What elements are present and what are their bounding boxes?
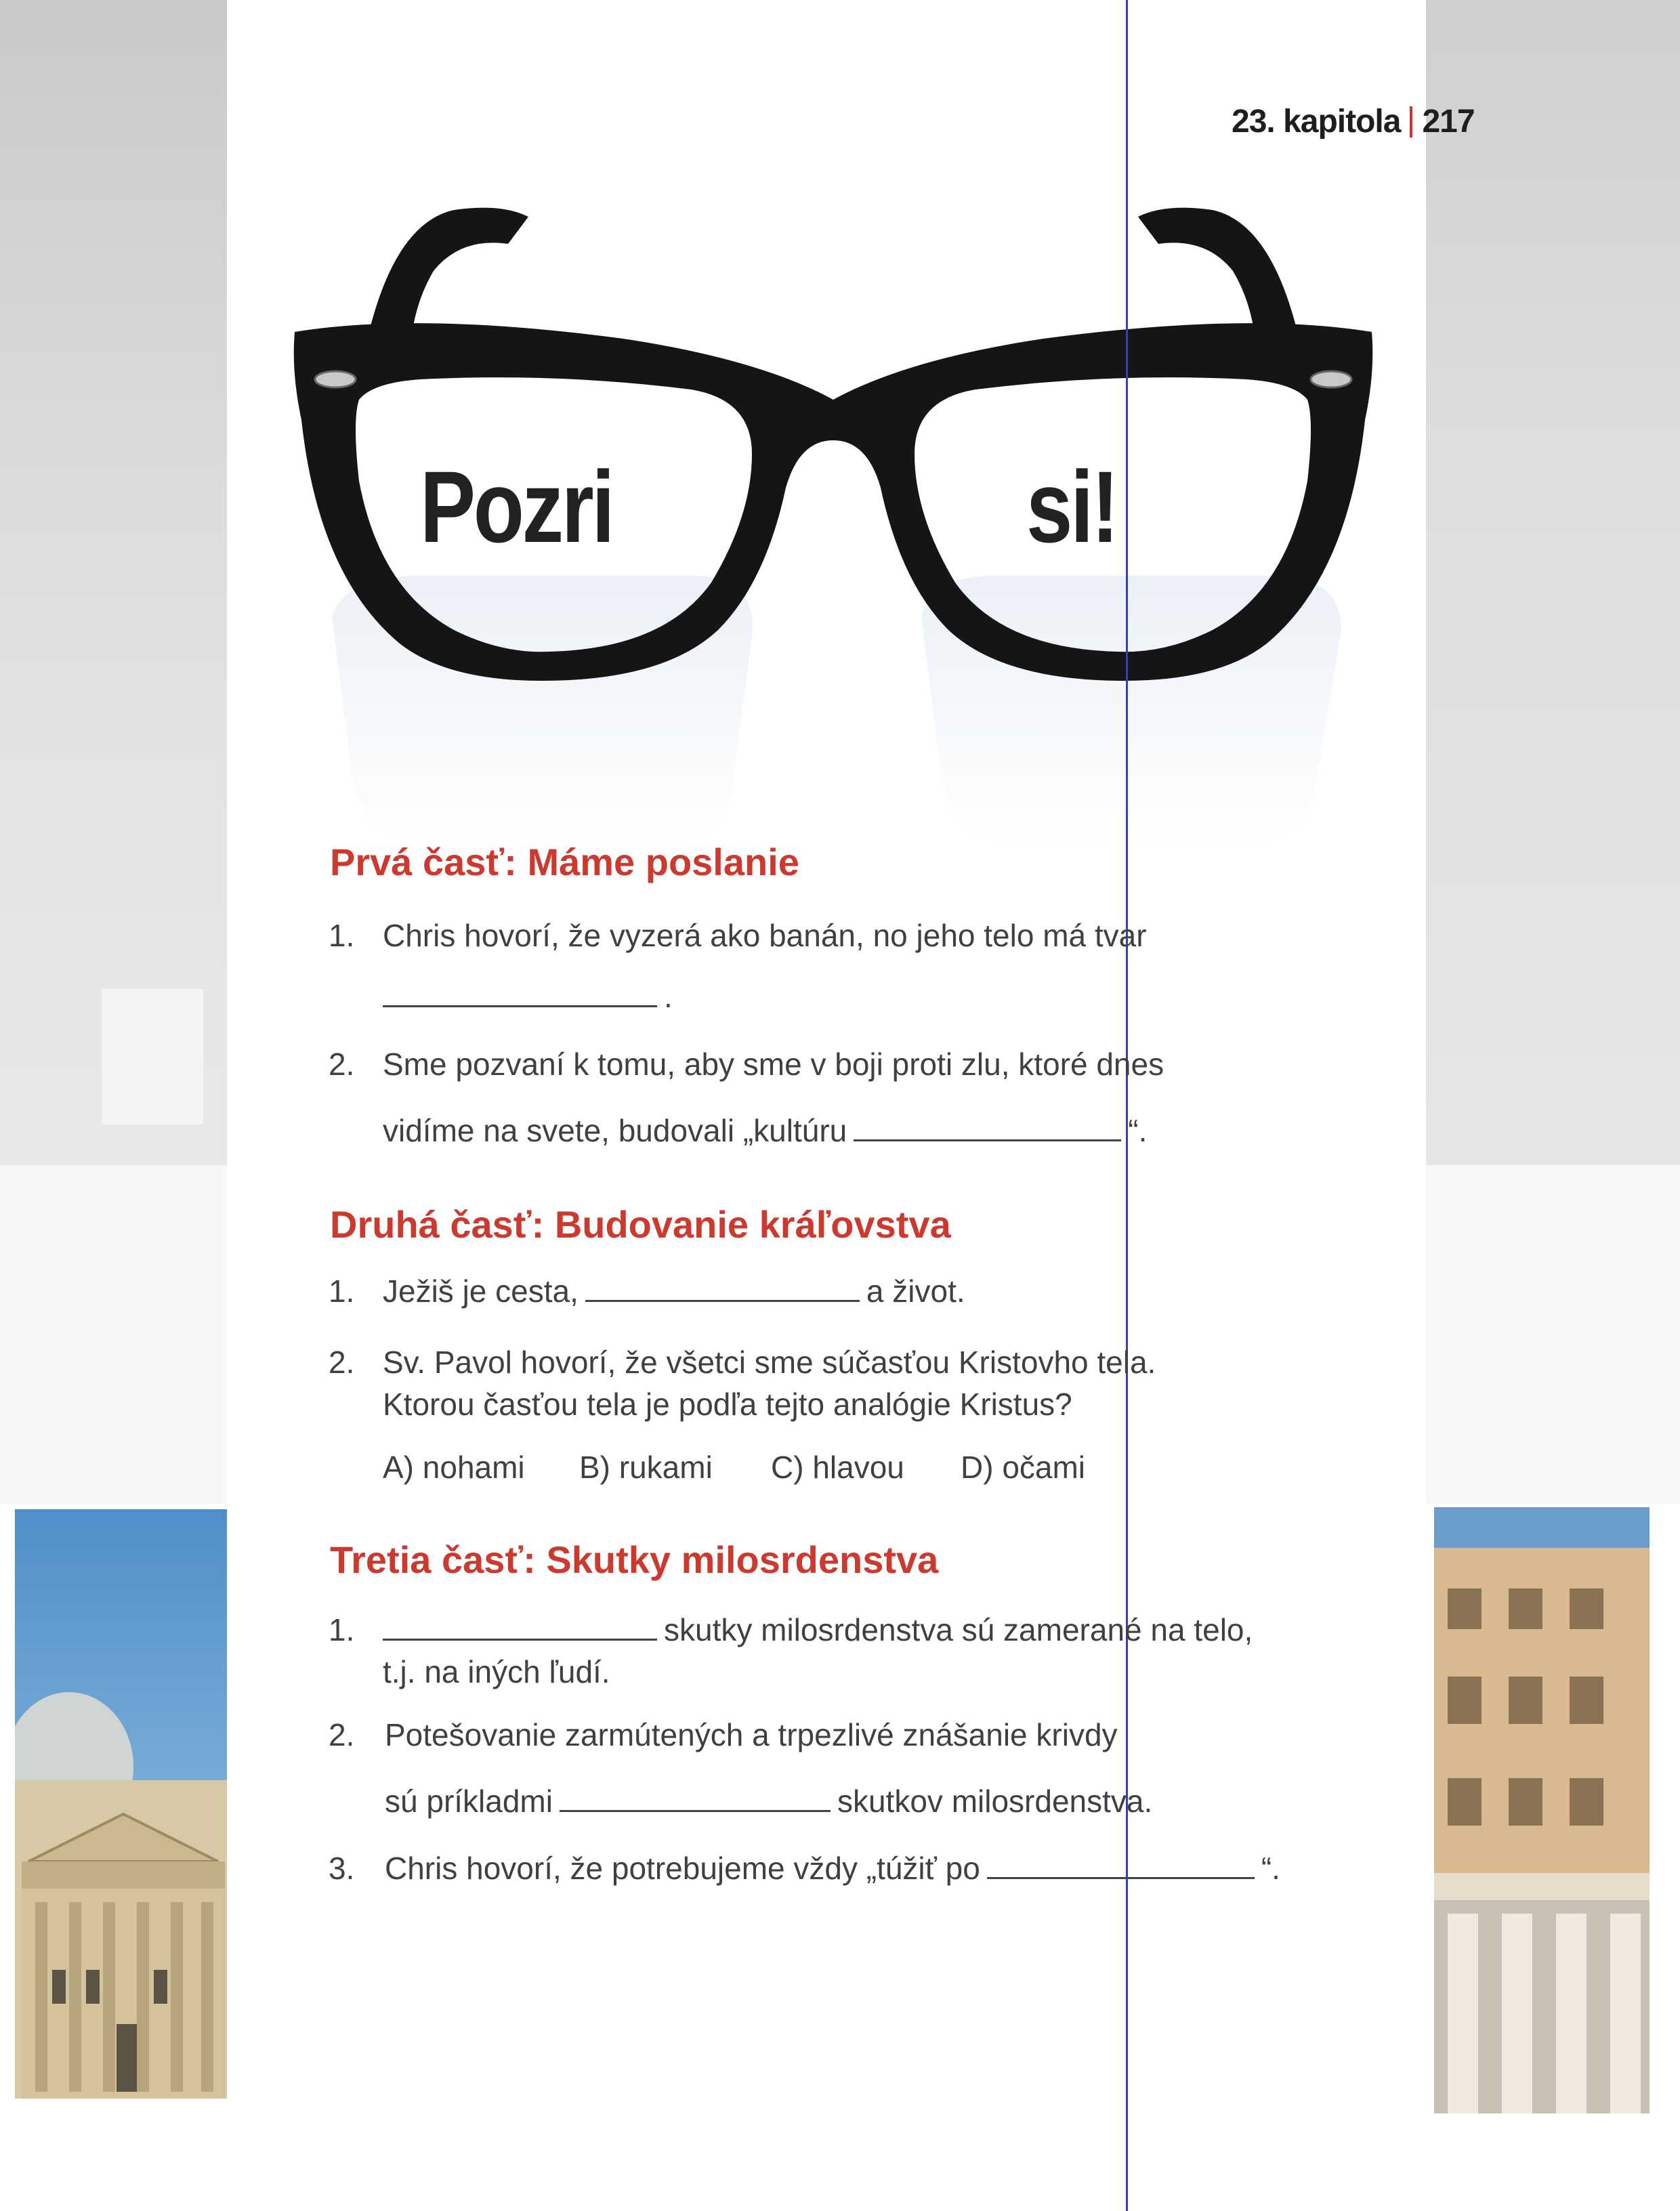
right-scan-margin — [1426, 0, 1680, 1165]
section-title-2: Druhá časť: Budovanie kráľovstva — [330, 1203, 951, 1246]
section-title-1: Prvá časť: Máme poslanie — [330, 841, 799, 883]
s1-q2-start: vidíme na svete, budovali „kultúru — [383, 1113, 847, 1148]
s1-q2-end: “. — [1128, 1113, 1148, 1148]
answer-blank[interactable] — [383, 1005, 657, 1007]
right-lens-text: si! — [1026, 450, 1117, 564]
s2-q2-line1: Sv. Pavol hovorí, že všetci sme súčasťou Kristovho tela. — [383, 1345, 1156, 1380]
s1-q1-number: 1. — [329, 918, 355, 953]
s1-q2-number: 2. — [329, 1047, 355, 1082]
s3-q3-number: 3. — [329, 1851, 355, 1886]
faded-background-letter — [102, 989, 203, 1124]
answer-blank[interactable] — [585, 1299, 860, 1302]
s2-q2-number: 2. — [329, 1345, 355, 1380]
s3-q2-line1: Potešovanie zarmútených a trpezlivé znášanie krivdy — [385, 1717, 1118, 1752]
s1-q1-answer-line — [383, 975, 673, 1017]
s3-q3-start: Chris hovorí, že potrebujeme vždy „túžiť po — [385, 1851, 980, 1886]
apostolic-palace-photo — [1434, 1507, 1650, 2113]
right-scan-margin-lower — [1426, 1165, 1680, 1504]
chapter-label: 23. kapitola — [1232, 104, 1401, 140]
left-scan-margin-lower — [0, 1165, 227, 1504]
s3-q1-number: 1. — [329, 1612, 355, 1647]
page-header — [1232, 103, 1475, 140]
s2-option-c[interactable]: C) hlavou — [771, 1450, 904, 1485]
page-number: 217 — [1422, 104, 1475, 140]
s2-option-a[interactable]: A) nohami — [383, 1450, 525, 1485]
st-peters-basilica-photo — [15, 1509, 230, 2099]
s3-q2-start: sú príkladmi — [385, 1784, 553, 1819]
s1-q1-end: . — [664, 979, 673, 1014]
s2-q1-text — [383, 1270, 965, 1312]
s1-q2-line2 — [383, 1110, 1147, 1152]
s3-q1-line1 — [383, 1609, 1253, 1651]
header-divider — [1410, 106, 1412, 138]
s3-q3-text — [385, 1847, 1280, 1889]
answer-blank[interactable] — [854, 1139, 1121, 1141]
s2-q1-start: Ježiš je cesta, — [383, 1273, 579, 1309]
section-title-3: Tretia časť: Skutky milosrdenstva — [330, 1538, 939, 1581]
s3-q3-end: “. — [1261, 1851, 1280, 1886]
s2-q1-number: 1. — [329, 1273, 355, 1309]
s1-q1-text: Chris hovorí, že vyzerá ako banán, no jeho telo má tvar — [383, 918, 1147, 953]
s3-q1-end: skutky milosrdenstva sú zamerané na telo, — [664, 1612, 1253, 1647]
s2-option-d[interactable]: D) očami — [961, 1450, 1086, 1485]
answer-blank[interactable] — [383, 1638, 657, 1641]
s1-q2-text: Sme pozvaní k tomu, aby sme v boji proti zlu, ktoré dnes — [383, 1047, 1164, 1082]
answer-blank[interactable] — [560, 1809, 831, 1812]
s3-q2-number: 2. — [329, 1717, 355, 1752]
s3-q2-line2 — [385, 1780, 1152, 1822]
s2-option-b[interactable]: B) rukami — [579, 1450, 713, 1485]
left-lens-text: Pozri — [420, 450, 613, 564]
answer-blank[interactable] — [987, 1876, 1255, 1879]
s3-q1-line2: t.j. na iných ľudí. — [383, 1654, 610, 1689]
s2-q2-line2: Ktorou časťou tela je podľa tejto analógie Kristus? — [383, 1387, 1072, 1422]
s3-q2-end: skutkov milosrdenstva. — [837, 1784, 1153, 1819]
s2-q1-end: a život. — [866, 1273, 965, 1309]
